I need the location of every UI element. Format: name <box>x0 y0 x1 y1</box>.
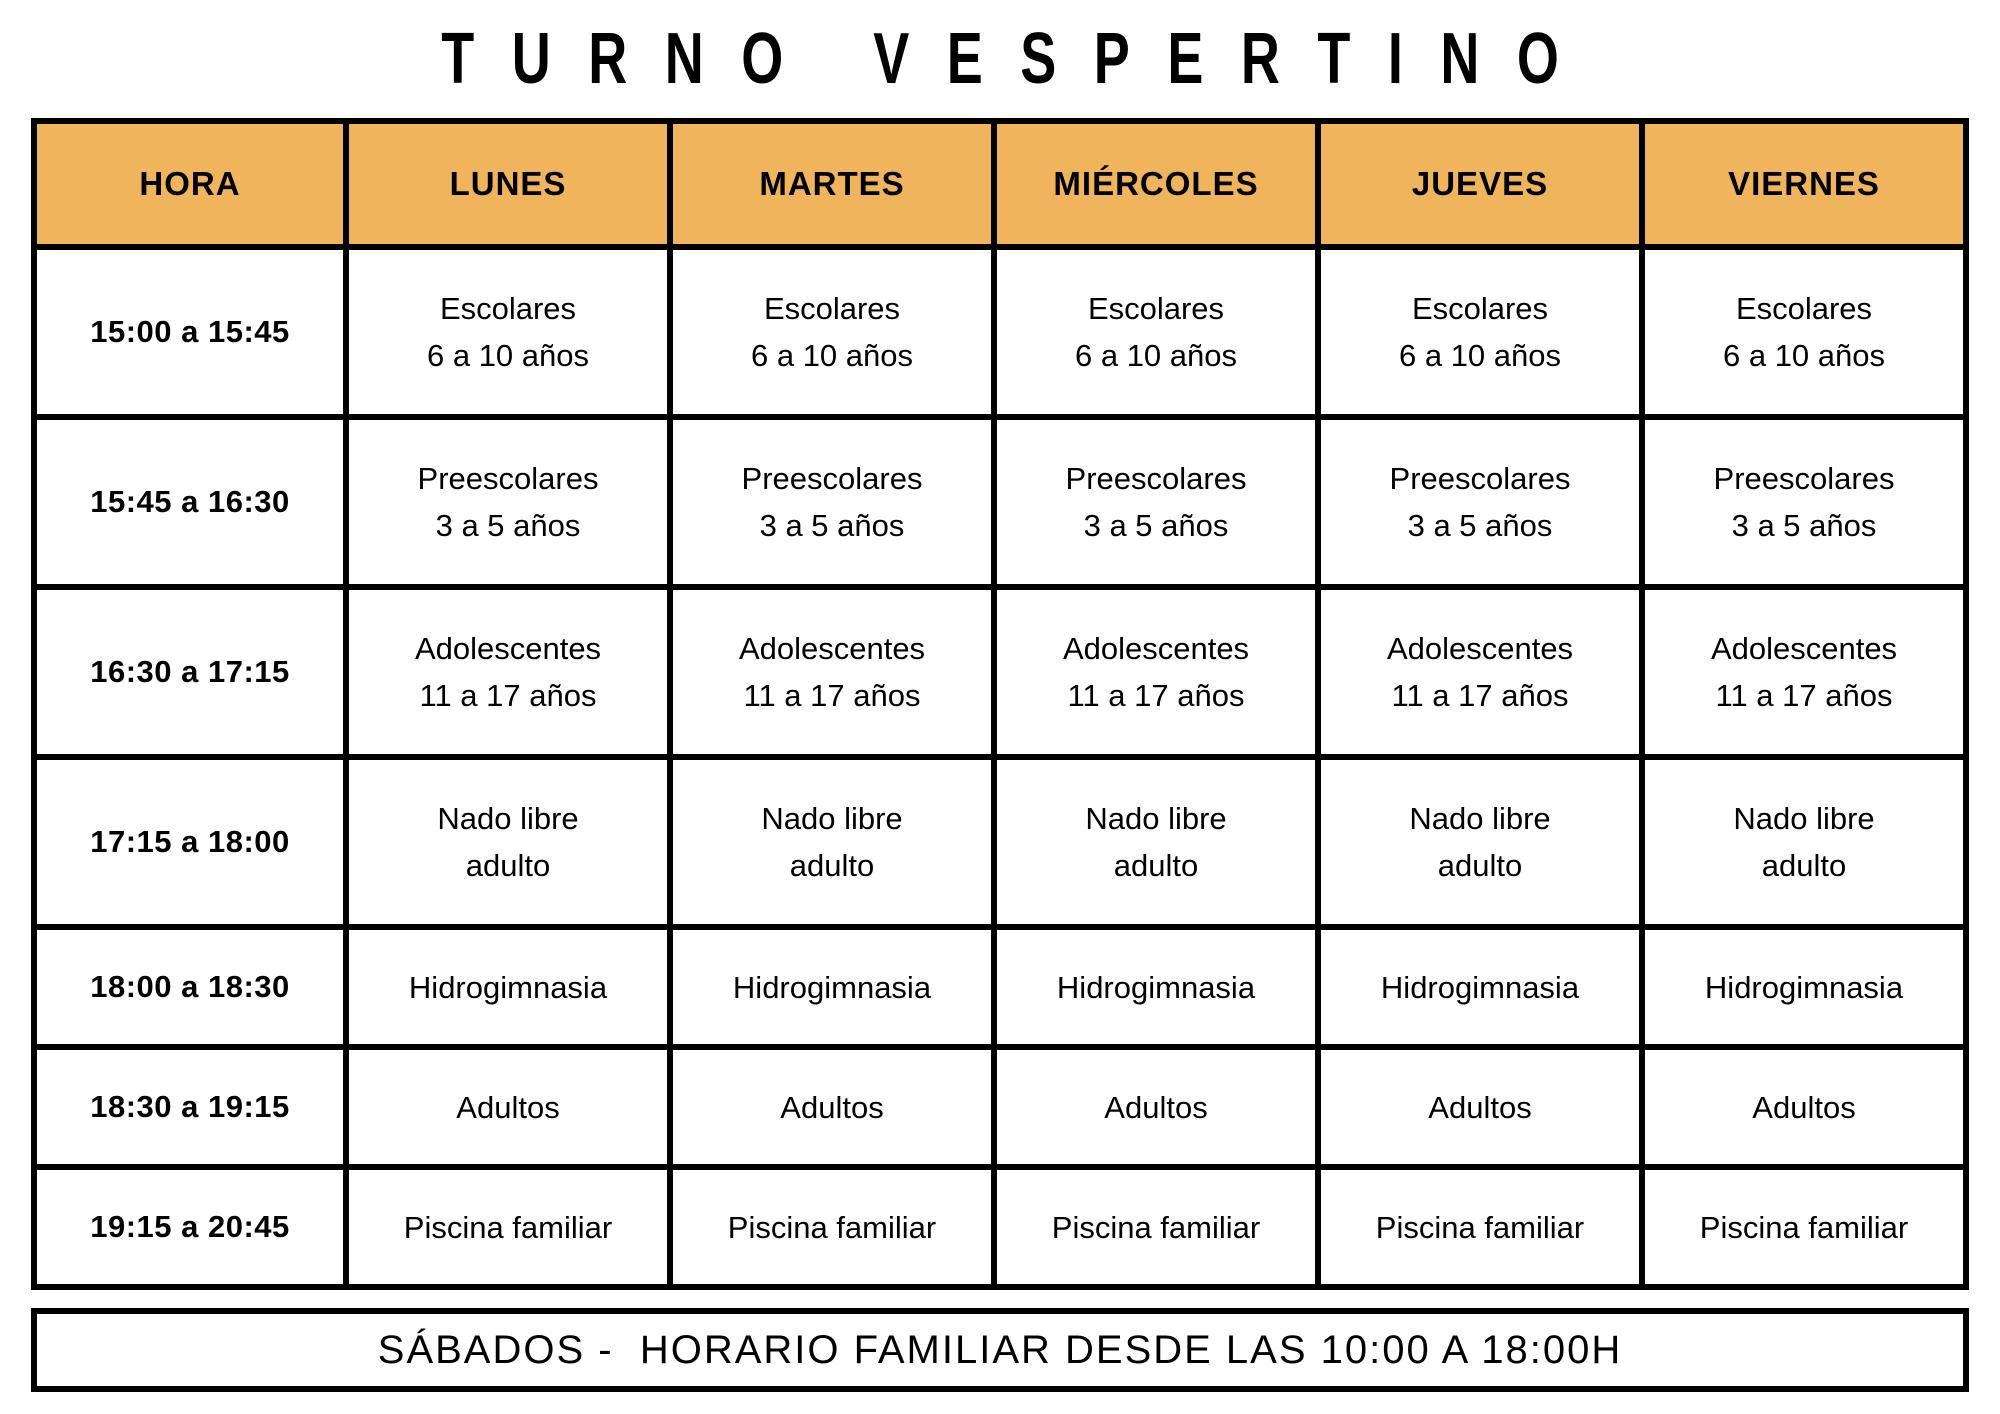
activity-name: Preescolares <box>417 461 599 496</box>
time-slot: 18:00 a 18:30 <box>37 930 343 1044</box>
column-header-miercoles: MIÉRCOLES <box>997 124 1315 244</box>
schedule-cell <box>349 590 667 754</box>
activity-name: Escolares <box>1735 291 1873 326</box>
activity-detail: 3 a 5 años <box>1731 508 1877 543</box>
time-slot: 15:00 a 15:45 <box>37 250 343 414</box>
activity-detail: adulto <box>789 848 875 883</box>
activity-name: Preescolares <box>741 461 923 496</box>
column-header-viernes: VIERNES <box>1645 124 1963 244</box>
schedule-cell <box>1321 1170 1639 1284</box>
schedule-table <box>31 118 1969 1290</box>
schedule-cell <box>349 250 667 414</box>
activity-detail: 3 a 5 años <box>759 508 905 543</box>
schedule-cell <box>1645 250 1963 414</box>
schedule-cell <box>1645 1050 1963 1164</box>
activity-detail: 3 a 5 años <box>1083 508 1229 543</box>
activity-detail: 6 a 10 años <box>1398 338 1562 373</box>
activity-name: Adultos <box>1752 1089 1856 1125</box>
activity-name: Nado libre <box>761 801 903 836</box>
schedule-cell <box>1321 250 1639 414</box>
activity-name: Adultos <box>780 1089 884 1125</box>
schedule-cell <box>1321 930 1639 1044</box>
schedule-cell <box>1321 760 1639 924</box>
activity-detail: 11 a 17 años <box>1391 678 1569 713</box>
activity-name: Hidrogimnasia <box>408 969 608 1005</box>
activity-name: Adolescentes <box>1710 631 1898 666</box>
activity-name: Piscina familiar <box>403 1209 613 1245</box>
saturday-note: SÁBADOS - HORARIO FAMILIAR DESDE LAS 10:00 A 18:00H <box>31 1308 1969 1392</box>
time-slot: 17:15 a 18:00 <box>37 760 343 924</box>
activity-detail: adulto <box>1761 848 1847 883</box>
schedule-cell <box>349 420 667 584</box>
activity-name: Adolescentes <box>1062 631 1250 666</box>
column-header-jueves: JUEVES <box>1321 124 1639 244</box>
activity-name: Nado libre <box>1409 801 1551 836</box>
schedule-cell <box>997 1170 1315 1284</box>
activity-name: Adolescentes <box>738 631 926 666</box>
activity-detail: 11 a 17 años <box>1067 678 1245 713</box>
activity-name: Nado libre <box>437 801 579 836</box>
schedule-cell <box>1645 420 1963 584</box>
title-area <box>31 0 1969 118</box>
schedule-cell <box>1321 590 1639 754</box>
activity-name: Hidrogimnasia <box>732 969 932 1005</box>
activity-detail: adulto <box>1113 848 1199 883</box>
schedule-cell <box>997 250 1315 414</box>
activity-name: Adultos <box>1428 1089 1532 1125</box>
activity-name: Nado libre <box>1085 801 1227 836</box>
activity-name: Escolares <box>763 291 901 326</box>
schedule-cell <box>997 1050 1315 1164</box>
schedule-cell <box>673 760 991 924</box>
activity-detail: adulto <box>1437 848 1523 883</box>
activity-name: Adolescentes <box>1386 631 1574 666</box>
activity-detail: 6 a 10 años <box>1722 338 1886 373</box>
activity-name: Escolares <box>1411 291 1549 326</box>
schedule-cell <box>1321 420 1639 584</box>
schedule-cell <box>349 1170 667 1284</box>
column-header-martes: MARTES <box>673 124 991 244</box>
activity-detail: 6 a 10 años <box>426 338 590 373</box>
activity-name: Hidrogimnasia <box>1704 969 1904 1005</box>
schedule-cell <box>673 250 991 414</box>
schedule-cell <box>673 930 991 1044</box>
page-title: TURNO VESPERTINO <box>441 19 1597 99</box>
activity-name: Escolares <box>1087 291 1225 326</box>
activity-detail: 3 a 5 años <box>435 508 581 543</box>
schedule-cell <box>1645 1170 1963 1284</box>
activity-detail: 6 a 10 años <box>1074 338 1238 373</box>
activity-name: Preescolares <box>1713 461 1895 496</box>
time-slot: 15:45 a 16:30 <box>37 420 343 584</box>
activity-name: Piscina familiar <box>1051 1209 1261 1245</box>
time-slot: 18:30 a 19:15 <box>37 1050 343 1164</box>
schedule-cell <box>673 590 991 754</box>
activity-name: Hidrogimnasia <box>1056 969 1256 1005</box>
schedule-cell <box>1321 1050 1639 1164</box>
schedule-cell <box>349 1050 667 1164</box>
schedule-cell <box>1645 590 1963 754</box>
time-slot: 16:30 a 17:15 <box>37 590 343 754</box>
schedule-cell <box>1645 760 1963 924</box>
column-header-hora: HORA <box>37 124 343 244</box>
activity-name: Hidrogimnasia <box>1380 969 1580 1005</box>
activity-detail: adulto <box>465 848 551 883</box>
schedule-cell <box>997 590 1315 754</box>
activity-name: Adolescentes <box>414 631 602 666</box>
activity-detail: 6 a 10 años <box>750 338 914 373</box>
activity-name: Piscina familiar <box>1699 1209 1909 1245</box>
activity-name: Adultos <box>1104 1089 1208 1125</box>
schedule-cell <box>1645 930 1963 1044</box>
activity-detail: 11 a 17 años <box>1715 678 1893 713</box>
activity-name: Nado libre <box>1733 801 1875 836</box>
schedule-cell <box>673 420 991 584</box>
activity-name: Preescolares <box>1065 461 1247 496</box>
schedule-cell <box>997 930 1315 1044</box>
activity-name: Piscina familiar <box>1375 1209 1585 1245</box>
activity-detail: 3 a 5 años <box>1407 508 1553 543</box>
activity-detail: 11 a 17 años <box>743 678 921 713</box>
schedule-cell <box>997 760 1315 924</box>
activity-name: Adultos <box>456 1089 560 1125</box>
schedule-cell <box>349 930 667 1044</box>
activity-detail: 11 a 17 años <box>419 678 597 713</box>
schedule-cell <box>673 1050 991 1164</box>
activity-name: Piscina familiar <box>727 1209 937 1245</box>
time-slot: 19:15 a 20:45 <box>37 1170 343 1284</box>
column-header-lunes: LUNES <box>349 124 667 244</box>
schedule-cell <box>997 420 1315 584</box>
activity-name: Preescolares <box>1389 461 1571 496</box>
schedule-cell <box>349 760 667 924</box>
activity-name: Escolares <box>439 291 577 326</box>
schedule-cell <box>673 1170 991 1284</box>
